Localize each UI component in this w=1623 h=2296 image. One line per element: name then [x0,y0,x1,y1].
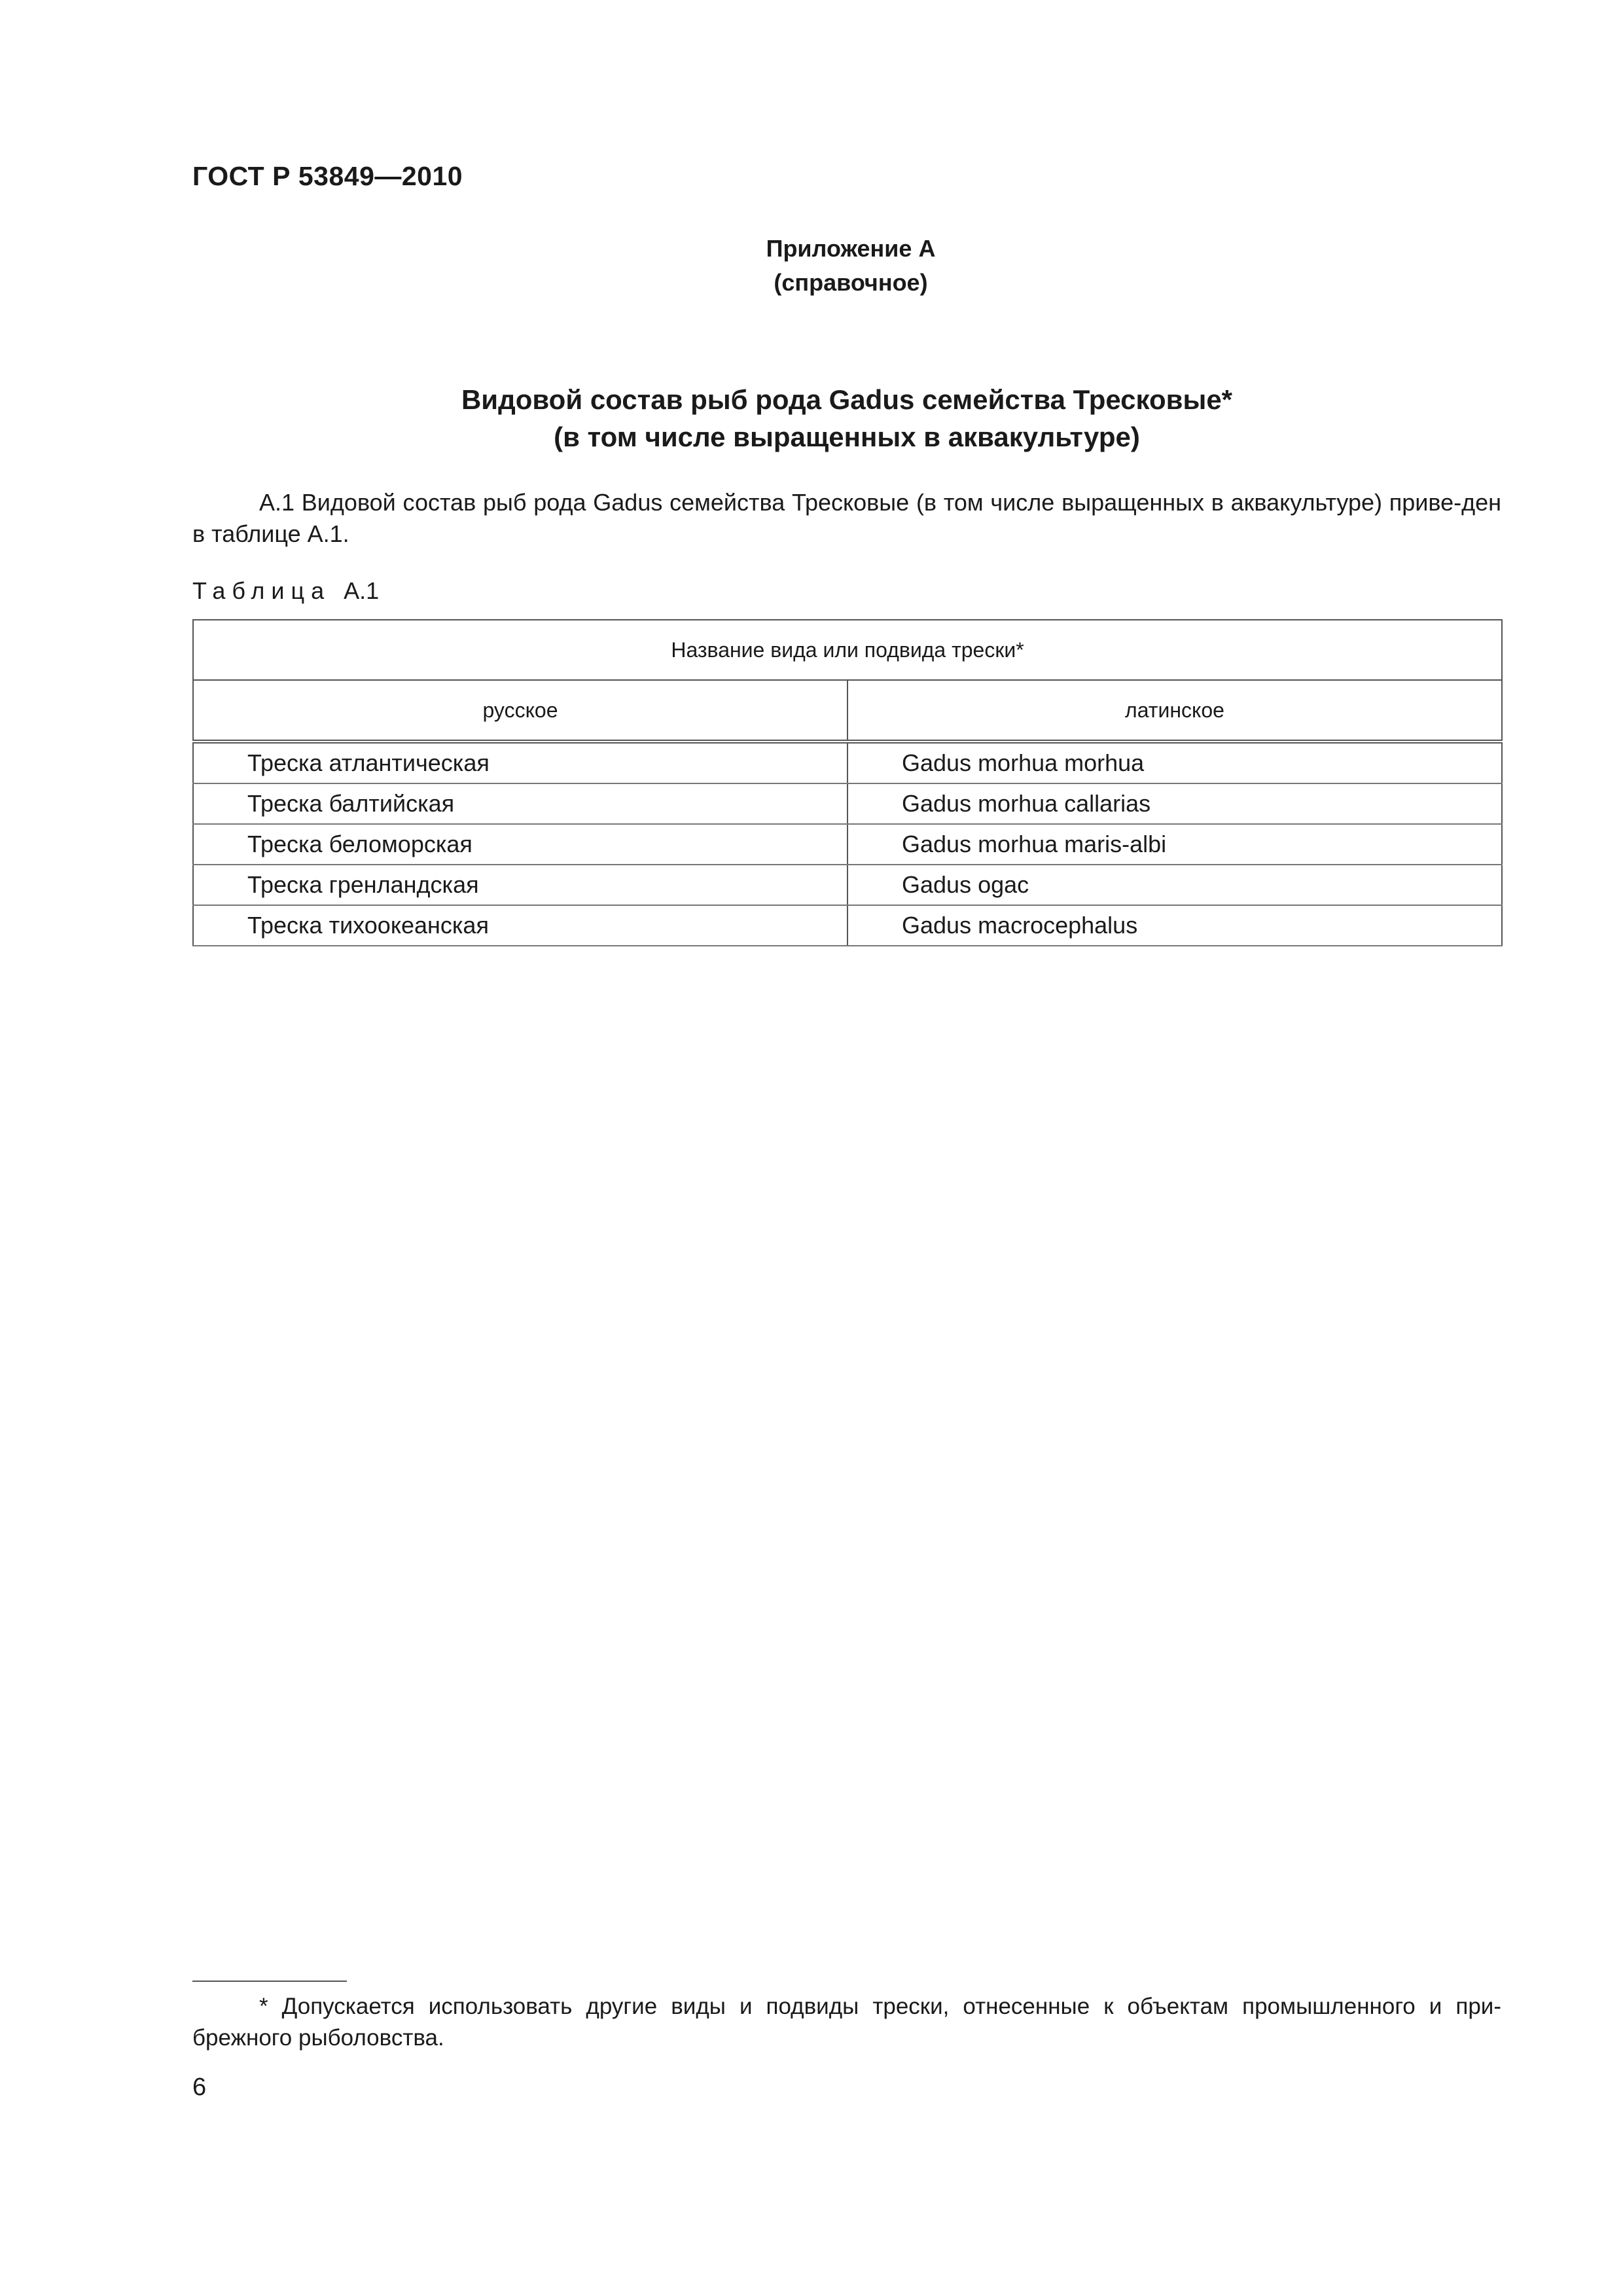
cell-latin-name: Gadus macrocephalus [847,905,1502,946]
table-header-russian: русское [193,680,847,742]
appendix-title: Приложение А [766,235,936,262]
section-title [192,381,1501,456]
table-row [193,742,1502,783]
table-row [193,824,1502,865]
table-header-latin: латинское [847,680,1502,742]
cell-russian-name: Треска тихоокеанская [193,905,847,946]
footnote-divider [192,1981,347,1982]
cell-russian-name: Треска атлантическая [193,742,847,783]
footnote: * Допускается использовать другие виды и подвиды трески, отнесенные к объектам промышленного и при-брежного рыболовства. [192,1994,1501,2051]
table-header-main: Название вида или подвида трески* [193,620,1502,680]
table-row [193,905,1502,946]
cell-latin-name: Gadus morhua callarias [847,783,1502,824]
table-caption-number: А.1 [344,577,380,604]
cell-latin-name: Gadus morhua maris-albi [847,824,1502,865]
cell-latin-name: Gadus ogac [847,865,1502,905]
cell-russian-name: Треска гренландская [193,865,847,905]
section-title-line-2: (в том числе выращенных в аквакультуре) [554,422,1140,452]
table-caption [192,577,379,605]
section-title-line-1: Видовой состав рыб рода Gadus семейства Тресковые* [461,384,1233,415]
table-caption-label: Таблица [192,577,331,604]
table-row [193,783,1502,824]
page-number: 6 [192,2073,207,2101]
body-paragraph: А.1 Видовой состав рыб рода Gadus семейства Тресковые (в том числе выращенных в аквакультуре) приве-ден в таблице А.1. [192,489,1501,547]
cell-russian-name: Треска балтийская [193,783,847,824]
cell-latin-name: Gadus morhua morhua [847,742,1502,783]
table-row [193,865,1502,905]
appendix-heading [694,232,1008,300]
document-header: ГОСТ Р 53849—2010 [192,161,463,191]
species-table [192,619,1503,946]
appendix-kind: (справочное) [774,269,928,296]
cell-russian-name: Треска беломорская [193,824,847,865]
